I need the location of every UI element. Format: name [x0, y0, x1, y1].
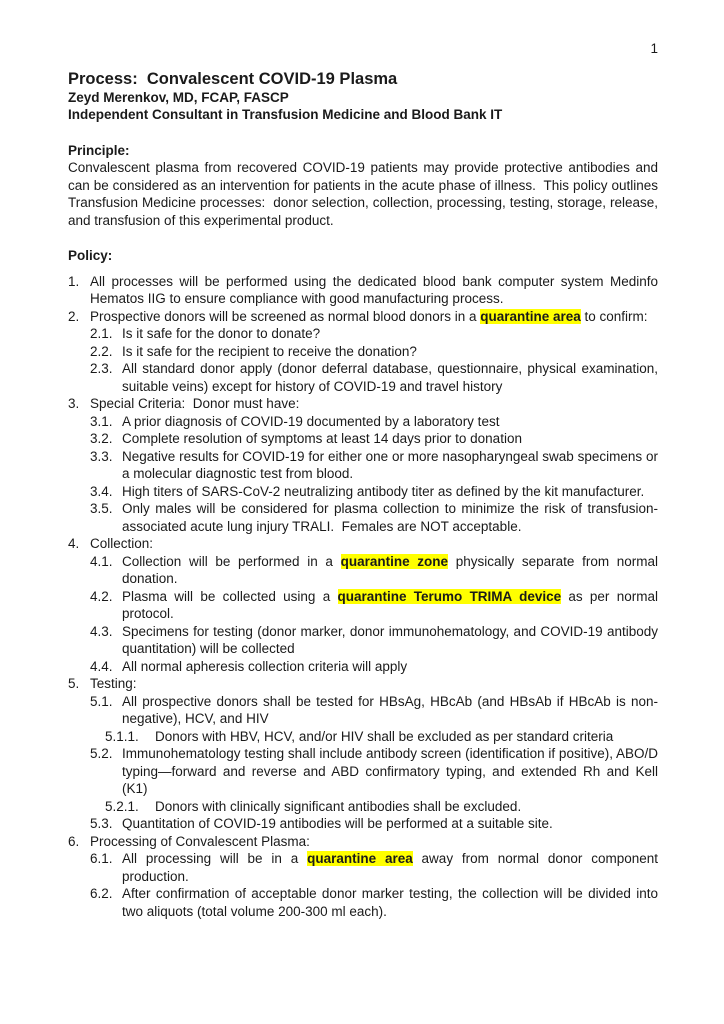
text-segment: as per normal protocol. — [122, 588, 658, 621]
highlighted-text: quarantine Terumo TRIMA device — [337, 588, 562, 604]
list-item-number: 2.3. — [90, 361, 113, 376]
text-segment: Quantitation of COVID-19 antibodies will be performed at a suitable site. — [122, 816, 553, 831]
list-item — [105, 728, 658, 746]
list-item — [90, 343, 658, 361]
text-segment: Special Criteria: Donor must have: — [90, 396, 300, 411]
list-item-number: 4.3. — [90, 623, 113, 639]
text-segment: All standard donor apply (donor deferral database, questionnaire, physical examination, suitable veins) except for history of COVID-19 and travel history — [122, 361, 658, 394]
list-item — [68, 308, 658, 326]
list-item-text — [90, 309, 648, 324]
text-segment: Plasma will be collected using a — [122, 588, 338, 604]
list-item-number: 4.1. — [90, 553, 113, 569]
list-item-number: 3.5. — [90, 501, 113, 516]
text-segment: All prospective donors shall be tested for HBsAg, HBcAb (and HBsAb if HBcAb is non-negative), HCV, and HIV — [122, 693, 658, 726]
list-item-text — [90, 274, 658, 307]
list-item — [90, 588, 658, 623]
list-item-text — [122, 816, 553, 831]
list-item-text — [155, 729, 613, 744]
list-item-number: 5.3. — [90, 816, 113, 831]
list-item-text — [122, 501, 658, 534]
text-segment: All processing will be in a — [122, 851, 308, 866]
document-title: Process: Convalescent COVID-19 Plasma — [68, 69, 398, 88]
text-segment: Specimens for testing (donor marker, donor immunohematology, and COVID-19 antibody quantitation) will be collected — [122, 623, 658, 656]
list-item-number: 4.4. — [90, 658, 113, 674]
list-item-text — [122, 414, 499, 429]
list-item-text — [122, 624, 658, 657]
list-item — [90, 623, 658, 658]
principle-paragraph: Convalescent plasma from recovered COVID-19 patients may provide protective antibodies and can be considered as an intervention for patients in the acute phase of illness. This policy outlines Transfusion Medicine processes: donor selection, collection, processing, testing, storage, release, and transfusion of this experimental product. — [68, 160, 658, 228]
text-segment: Processing of Convalescent Plasma: — [90, 833, 310, 849]
text-segment: High titers of SARS-CoV-2 neutralizing antibody titer as defined by the kit manufacturer. — [122, 483, 645, 499]
list-item-number: 3.2. — [90, 431, 113, 446]
list-item-text — [155, 799, 521, 814]
list-item — [68, 395, 658, 413]
text-segment: Is it safe for the donor to donate? — [122, 326, 321, 341]
text-segment: Is it safe for the recipient to receive the donation? — [122, 343, 417, 359]
list-item — [90, 553, 658, 588]
text-segment: Donors with clinically significant antibodies shall be excluded. — [155, 798, 522, 814]
list-item-number: 2.1. — [90, 326, 113, 341]
list-item-text — [122, 326, 320, 341]
text-segment: Complete resolution of symptoms at least 14 days prior to donation — [122, 431, 522, 446]
list-item-number: 1. — [68, 273, 80, 289]
text-segment: Only males will be considered for plasma collection to minimize the risk of transfusion-associated acute lung injury TRALI. Females are NOT acceptable. — [122, 501, 658, 534]
list-item-number: 5.2. — [90, 746, 113, 761]
highlighted-text: quarantine zone — [340, 553, 449, 569]
list-item — [90, 430, 658, 448]
list-item-number: 2. — [68, 308, 80, 324]
list-item-number: 6. — [68, 833, 80, 849]
list-item-text — [90, 834, 310, 849]
list-item-text — [122, 449, 658, 482]
text-segment: Negative results for COVID-19 for either one or more nasopharyngeal swab specimens or a molecular diagnostic test from blood. — [122, 448, 658, 481]
list-item — [68, 273, 658, 308]
list-item-text — [122, 659, 407, 674]
author-role: Independent Consultant in Transfusion Medicine and Blood Bank IT — [68, 107, 503, 122]
list-item-text — [122, 851, 658, 884]
policy-list — [68, 273, 658, 921]
text-segment: to confirm: — [580, 308, 648, 324]
list-item-number: 5.1. — [90, 693, 113, 709]
text-segment: Collection will be performed in a — [122, 553, 341, 569]
list-item-number: 3.3. — [90, 448, 113, 464]
list-item — [90, 693, 658, 728]
text-segment: physically separate from normal donation. — [122, 553, 659, 586]
text-segment: Donors with HBV, HCV, and/or HIV shall be excluded as per standard criteria — [155, 728, 614, 744]
list-item-text — [90, 676, 137, 691]
list-item — [90, 850, 658, 885]
list-item-text — [90, 536, 153, 551]
list-item — [90, 745, 658, 798]
text-segment: away from normal donor component production. — [122, 851, 658, 884]
text-segment: After confirmation of acceptable donor marker testing, the collection will be divided into two aliquots (total volume 200-300 ml each). — [122, 886, 658, 919]
list-item — [90, 815, 658, 833]
list-item-number: 5.2.1. — [105, 798, 139, 814]
text-segment: All processes will be performed using the dedicated blood bank computer system Medinfo Hematos IIG to ensure compliance with good manufacturing process. — [90, 273, 658, 306]
page-number: 1 — [650, 41, 658, 56]
text-segment: Collection: — [90, 536, 154, 551]
list-item — [90, 500, 658, 535]
text-segment: Immunohematology testing shall include antibody screen (identification if positive), ABO/D typing—forward and reverse and ABD confirmatory typing, and extended Rh and Kell (K1) — [122, 746, 658, 796]
list-item-number: 4.2. — [90, 588, 113, 604]
list-item — [105, 798, 658, 816]
principle-heading: Principle: — [68, 142, 130, 158]
list-item-text — [90, 396, 299, 411]
list-item-number: 3.1. — [90, 413, 113, 429]
list-item — [90, 448, 658, 483]
policy-heading: Policy: — [68, 248, 113, 263]
list-item-number: 5. — [68, 676, 80, 691]
list-item — [90, 325, 658, 343]
list-item — [90, 885, 658, 920]
list-item-text — [122, 344, 417, 359]
list-item-text — [122, 484, 644, 499]
list-item-number: 5.1.1. — [105, 728, 139, 744]
text-segment: A prior diagnosis of COVID-19 documented by a laboratory test — [122, 413, 500, 429]
list-item-text — [122, 361, 658, 394]
highlighted-text: quarantine area — [307, 851, 413, 866]
list-item — [90, 658, 658, 676]
list-item — [90, 483, 658, 501]
list-item-text — [122, 694, 658, 727]
list-item-number: 2.2. — [90, 343, 113, 359]
list-item — [90, 413, 658, 431]
list-item-text — [122, 589, 658, 622]
list-item — [68, 833, 658, 851]
list-item-text — [122, 886, 658, 919]
author-name: Zeyd Merenkov, MD, FCAP, FASCP — [68, 89, 289, 105]
list-item-number: 6.2. — [90, 886, 113, 901]
list-item-number: 6.1. — [90, 851, 113, 866]
list-item — [68, 535, 658, 553]
highlighted-text: quarantine area — [480, 308, 581, 324]
list-item — [68, 675, 658, 693]
text-segment: Prospective donors will be screened as normal blood donors in a — [90, 308, 481, 324]
list-item-text — [122, 554, 658, 587]
text-segment: All normal apheresis collection criteria will apply — [122, 658, 408, 674]
list-item — [90, 360, 658, 395]
list-item-number: 3.4. — [90, 483, 113, 499]
list-item-number: 3. — [68, 396, 80, 411]
list-item-text — [122, 431, 522, 446]
text-segment: Testing: — [90, 676, 137, 691]
list-item-number: 4. — [68, 536, 80, 551]
list-item-text — [122, 746, 658, 796]
